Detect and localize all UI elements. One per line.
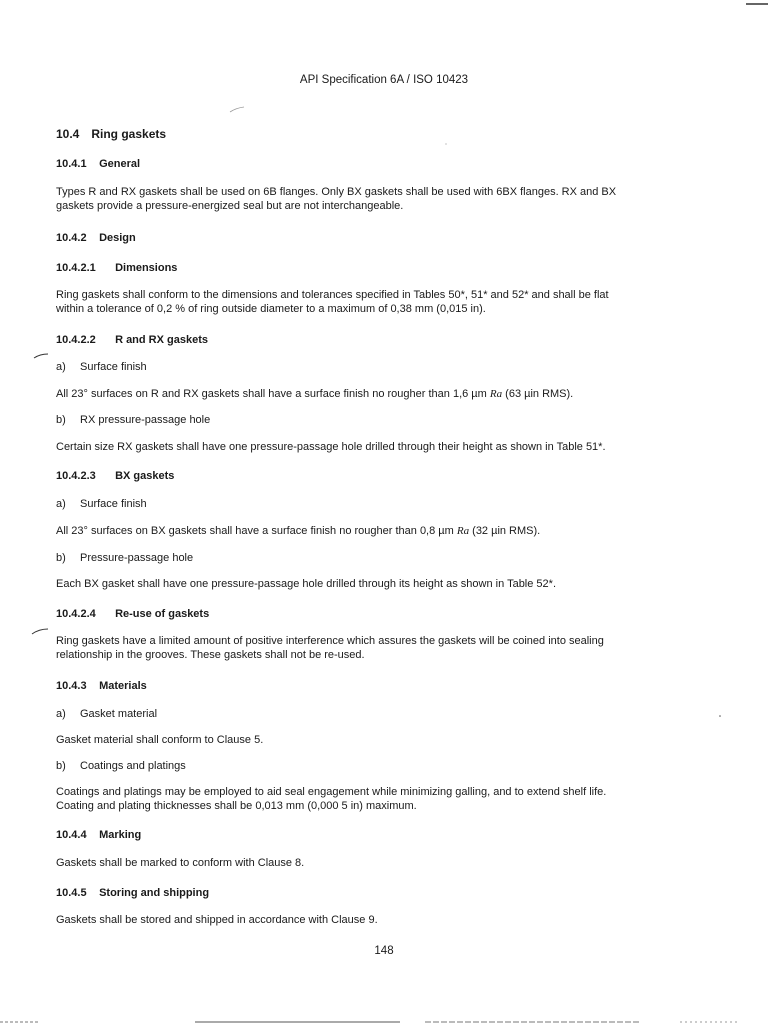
heading-title: Materials	[99, 680, 147, 692]
paragraph-bx-pressure-passage: Each BX gasket shall have one pressure-passage hole drilled through its height as shown in Table 52*.	[56, 578, 557, 590]
heading-number: 10.4.3	[56, 680, 87, 692]
heading-title: Dimensions	[115, 262, 178, 274]
text-run: (32 µin RMS).	[469, 525, 541, 537]
list-label: b)	[56, 760, 66, 772]
heading-title: Storing and shipping	[99, 887, 210, 899]
paragraph-rx-pressure-passage: Certain size RX gaskets shall have one pressure-passage hole drilled through their height as shown in Table 51*.	[56, 441, 606, 453]
heading-number: 10.4.2.4	[56, 608, 96, 620]
list-text: Coatings and platings	[80, 760, 186, 772]
list-text: Surface finish	[80, 498, 147, 510]
text-run: (63 µin RMS).	[502, 388, 574, 400]
paragraph-line: Coatings and platings may be employed to aid seal engagement while minimizing galling, and to extend shelf life.	[56, 786, 607, 798]
list-text: Surface finish	[80, 361, 147, 373]
page-header: API Specification 6A / ISO 10423	[299, 74, 469, 86]
heading-number: 10.4	[56, 127, 80, 141]
heading-title: General	[99, 158, 141, 170]
list-text: Pressure-passage hole	[80, 552, 194, 564]
paragraph-storing: Gaskets shall be stored and shipped in accordance with Clause 9.	[56, 914, 378, 926]
list-label: b)	[56, 414, 66, 426]
heading-number: 10.4.2.1	[56, 262, 96, 274]
text-run: All 23° surfaces on BX gaskets shall have a surface finish no rougher than 0,8 µm	[56, 525, 457, 537]
list-label: a)	[56, 708, 66, 720]
heading-number: 10.4.2.2	[56, 334, 96, 346]
list-label: a)	[56, 361, 66, 373]
ra-symbol: Ra	[489, 388, 503, 400]
heading-number: 10.4.4	[56, 829, 87, 841]
paragraph-line: Ring gaskets have a limited amount of positive interference which assures the gaskets will be coined into sealing	[56, 635, 604, 647]
paragraph-line: Coating and plating thicknesses shall be 0,013 mm (0,000 5 in) maximum.	[56, 799, 417, 812]
ra-symbol: Ra	[456, 525, 470, 537]
paragraph-line: within a tolerance of 0,2 % of ring outside diameter to a maximum of 0,38 mm (0,015 in).	[56, 302, 486, 315]
paragraph-marking: Gaskets shall be marked to conform with Clause 8.	[56, 857, 305, 869]
heading-number: 10.4.1	[56, 158, 87, 170]
paragraph-gasket-material: Gasket material shall conform to Clause 5.	[56, 734, 264, 746]
heading-number: 10.4.2	[56, 232, 87, 244]
list-text: Gasket material	[80, 708, 158, 720]
heading-title: Marking	[99, 829, 142, 841]
heading-title: Ring gaskets	[91, 127, 167, 141]
page-number: 148	[374, 945, 394, 957]
paragraph-line: Ring gaskets shall conform to the dimensions and tolerances specified in Tables 50*, 51* and 52* and shall be flat	[56, 289, 609, 301]
list-label: b)	[56, 552, 66, 564]
list-text: RX pressure-passage hole	[80, 414, 211, 426]
heading-title: Re-use of gaskets	[115, 608, 210, 620]
heading-number: 10.4.2.3	[56, 470, 96, 482]
paragraph-line: relationship in the grooves. These gaskets shall not be re-used.	[56, 648, 365, 661]
list-label: a)	[56, 498, 66, 510]
paragraph-line: Types R and RX gaskets shall be used on 6B flanges. Only BX gaskets shall be used with 6BX flanges. RX and BX	[56, 186, 617, 198]
heading-title: BX gaskets	[115, 470, 175, 482]
text-run: All 23° surfaces on R and RX gaskets shall have a surface finish no rougher than 1,6 µm	[56, 388, 490, 400]
heading-title: R and RX gaskets	[115, 334, 208, 346]
heading-title: Design	[99, 232, 136, 244]
paragraph-line: gaskets provide a pressure-energized seal but are not interchangeable.	[56, 199, 404, 212]
heading-number: 10.4.5	[56, 887, 87, 899]
